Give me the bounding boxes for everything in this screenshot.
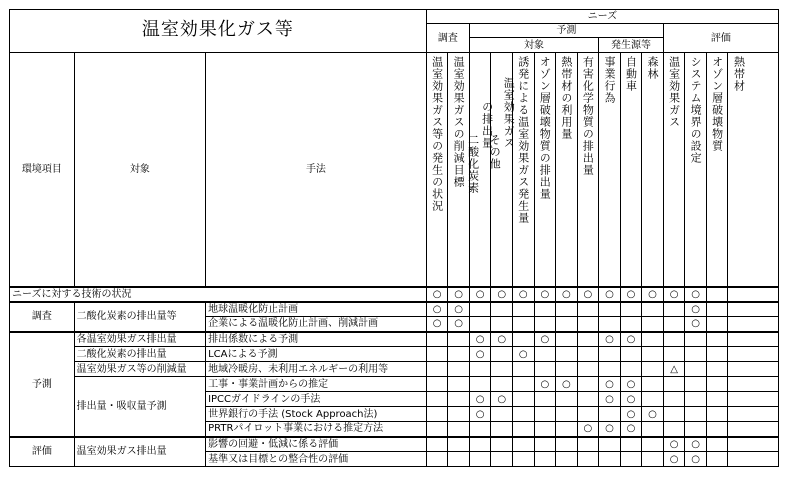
cell-mark xyxy=(469,437,491,452)
cell-mark: ○ xyxy=(448,302,470,317)
needs-mark: ○ xyxy=(469,287,491,302)
cell-mark xyxy=(426,407,448,422)
cell-mark: ○ xyxy=(685,317,707,332)
cell-mark: ○ xyxy=(469,347,491,362)
cell-mark xyxy=(706,452,728,467)
cell-mark: ○ xyxy=(448,317,470,332)
cell-mark: ○ xyxy=(685,452,707,467)
cell-mark xyxy=(448,437,470,452)
cell-mark xyxy=(426,392,448,407)
cell-mark xyxy=(491,437,513,452)
needs-mark: ○ xyxy=(663,287,685,302)
col-c3-label-b: 二酸化炭素 xyxy=(466,134,480,194)
table-row xyxy=(10,377,779,392)
cell-mark xyxy=(706,332,728,347)
cell-mark xyxy=(426,332,448,347)
col-c6 xyxy=(534,53,556,287)
cell-mark: ○ xyxy=(620,392,642,407)
cell-mark xyxy=(642,437,664,452)
cell-mark xyxy=(534,302,556,317)
table-row xyxy=(10,347,779,362)
col-c9-label: 事業行為 xyxy=(602,56,616,104)
cell-mark xyxy=(469,317,491,332)
cell-mark xyxy=(556,347,578,362)
cell-mark xyxy=(577,332,599,347)
cell-mark: ○ xyxy=(491,392,513,407)
needs-mark: ○ xyxy=(599,287,621,302)
cell-mark xyxy=(663,422,685,437)
cell-mark xyxy=(599,452,621,467)
row-method: 工事・事業計画からの推定 xyxy=(206,377,427,392)
cell-mark: ○ xyxy=(663,437,685,452)
cell-mark xyxy=(512,302,534,317)
row-target: 二酸化炭素の排出量等 xyxy=(74,302,205,332)
cell-mark xyxy=(577,407,599,422)
cell-mark xyxy=(728,377,779,392)
col-c9 xyxy=(599,53,621,287)
cell-mark xyxy=(426,422,448,437)
needs-mark: ○ xyxy=(426,287,448,302)
cell-mark: ○ xyxy=(685,302,707,317)
cell-mark xyxy=(577,362,599,377)
table-row xyxy=(10,332,779,347)
cell-mark xyxy=(556,422,578,437)
cell-mark xyxy=(706,407,728,422)
cell-mark: ○ xyxy=(577,422,599,437)
cell-mark: ○ xyxy=(556,377,578,392)
col-method: 手法 xyxy=(206,53,427,287)
cell-mark xyxy=(469,302,491,317)
cell-mark xyxy=(706,347,728,362)
row-target: 温室効果ガス等の削減量 xyxy=(74,362,205,377)
cell-mark xyxy=(642,347,664,362)
cell-mark xyxy=(663,347,685,362)
cell-mark xyxy=(534,407,556,422)
header-evaluation: 評価 xyxy=(663,24,778,53)
cell-mark xyxy=(534,347,556,362)
row-target: 温室効果ガス排出量 xyxy=(74,437,205,467)
cell-mark xyxy=(620,347,642,362)
cell-mark xyxy=(642,302,664,317)
cell-mark xyxy=(620,317,642,332)
cell-mark xyxy=(728,452,779,467)
cell-mark xyxy=(512,362,534,377)
cell-mark xyxy=(512,377,534,392)
cell-mark xyxy=(577,452,599,467)
col-c3-label-a: の排出量 xyxy=(480,101,494,149)
cell-mark: ○ xyxy=(534,332,556,347)
cell-mark: ○ xyxy=(469,392,491,407)
header-prediction: 予測 xyxy=(469,24,663,38)
cell-mark xyxy=(620,302,642,317)
cell-mark xyxy=(599,437,621,452)
col-c15 xyxy=(728,53,779,287)
cell-mark xyxy=(491,377,513,392)
cell-mark: ○ xyxy=(469,332,491,347)
cell-mark xyxy=(512,392,534,407)
col-c14-label: オゾン層破壊物質 xyxy=(710,56,724,152)
row-method: 地球温暖化防止計画 xyxy=(206,302,427,317)
col-c14 xyxy=(706,53,728,287)
cell-mark xyxy=(469,362,491,377)
cell-mark: ○ xyxy=(599,377,621,392)
cell-mark xyxy=(728,407,779,422)
col-c4-label-b: その他 xyxy=(488,134,502,170)
cell-mark xyxy=(448,392,470,407)
cell-mark xyxy=(706,422,728,437)
col-c13-label: システム境界の設定 xyxy=(689,56,703,164)
cell-mark xyxy=(599,302,621,317)
col-c7 xyxy=(556,53,578,287)
cell-mark xyxy=(685,332,707,347)
col-c5 xyxy=(512,53,534,287)
cell-mark xyxy=(642,317,664,332)
col-c13 xyxy=(685,53,707,287)
cell-mark xyxy=(491,317,513,332)
row-method: PRTRパイロット事業における推定方法 xyxy=(206,422,427,437)
cell-mark xyxy=(599,362,621,377)
header-survey: 調査 xyxy=(426,24,469,53)
col-c2-label: 温室効果ガスの削減目標 xyxy=(452,56,466,188)
cell-mark xyxy=(534,392,556,407)
cell-mark xyxy=(728,317,779,332)
cell-mark xyxy=(577,392,599,407)
cell-mark: ○ xyxy=(599,332,621,347)
cell-mark xyxy=(426,347,448,362)
cell-mark xyxy=(685,347,707,362)
cell-mark xyxy=(599,347,621,362)
col-c7-label: 熱帯材の利用量 xyxy=(559,56,573,140)
section-survey: 調査 xyxy=(10,302,75,332)
col-c8 xyxy=(577,53,599,287)
cell-mark xyxy=(685,392,707,407)
needs-mark: ○ xyxy=(577,287,599,302)
cell-mark xyxy=(426,362,448,377)
cell-mark xyxy=(620,437,642,452)
cell-mark xyxy=(534,362,556,377)
col-c1-label: 温室効果ガス等の発生の状況 xyxy=(430,56,444,212)
cell-mark xyxy=(556,302,578,317)
cell-mark xyxy=(512,407,534,422)
header-needs: ニーズ xyxy=(426,10,778,24)
cell-mark: ○ xyxy=(620,422,642,437)
cell-mark xyxy=(469,452,491,467)
cell-mark xyxy=(512,317,534,332)
cell-mark xyxy=(556,392,578,407)
cell-mark xyxy=(426,377,448,392)
cell-mark xyxy=(706,317,728,332)
table-row xyxy=(10,302,779,317)
col-c11-label: 森林 xyxy=(646,56,660,80)
cell-mark xyxy=(685,362,707,377)
cell-mark xyxy=(491,452,513,467)
cell-mark xyxy=(534,437,556,452)
cell-mark xyxy=(642,452,664,467)
row-method: LCAによる予測 xyxy=(206,347,427,362)
cell-mark xyxy=(706,362,728,377)
cell-mark xyxy=(577,302,599,317)
cell-mark xyxy=(642,392,664,407)
cell-mark: ○ xyxy=(620,407,642,422)
row-method: 影響の回避・低減に係る評価 xyxy=(206,437,427,452)
needs-mark: ○ xyxy=(685,287,707,302)
cell-mark xyxy=(469,377,491,392)
cell-mark: ○ xyxy=(469,407,491,422)
cell-mark xyxy=(426,452,448,467)
cell-mark xyxy=(448,332,470,347)
row-method: 基準又は目標との整合性の評価 xyxy=(206,452,427,467)
cell-mark: △ xyxy=(663,362,685,377)
cell-mark xyxy=(620,362,642,377)
col-c4-label-a: 温室効果ガス xyxy=(502,77,516,149)
cell-mark xyxy=(556,362,578,377)
cell-mark xyxy=(512,332,534,347)
header-source: 発生源等 xyxy=(599,38,664,53)
col-c5-label: 誘発による温室効果ガス発生量 xyxy=(516,56,530,224)
cell-mark: ○ xyxy=(426,317,448,332)
needs-mark: ○ xyxy=(491,287,513,302)
col-c11 xyxy=(642,53,664,287)
cell-mark xyxy=(491,347,513,362)
needs-mark xyxy=(728,287,779,302)
cell-mark: ○ xyxy=(599,422,621,437)
row-target: 二酸化炭素の排出量 xyxy=(74,347,205,362)
cell-mark: ○ xyxy=(663,452,685,467)
row-method: 企業による温暖化防止計画、削減計画 xyxy=(206,317,427,332)
cell-mark xyxy=(491,422,513,437)
cell-mark: ○ xyxy=(642,407,664,422)
cell-mark xyxy=(642,422,664,437)
cell-mark xyxy=(642,362,664,377)
cell-mark xyxy=(491,302,513,317)
cell-mark xyxy=(642,332,664,347)
title-text: 温室効果化ガス等 xyxy=(141,19,294,40)
cell-mark xyxy=(556,452,578,467)
needs-row-label: ニーズに対する技術の状況 xyxy=(10,287,427,302)
col-env-item: 環境項目 xyxy=(10,53,75,287)
table-row xyxy=(10,362,779,377)
cell-mark: ○ xyxy=(534,377,556,392)
header-target: 対象 xyxy=(469,38,598,53)
cell-mark xyxy=(599,407,621,422)
cell-mark xyxy=(728,362,779,377)
cell-mark xyxy=(534,422,556,437)
cell-mark xyxy=(448,452,470,467)
col-c12-label: 温室効果ガス xyxy=(667,56,681,128)
col-target: 対象 xyxy=(74,53,205,287)
cell-mark xyxy=(577,437,599,452)
cell-mark xyxy=(728,347,779,362)
cell-mark xyxy=(663,317,685,332)
tech-matrix-table xyxy=(9,9,779,467)
cell-mark xyxy=(728,392,779,407)
cell-mark xyxy=(448,347,470,362)
cell-mark xyxy=(663,377,685,392)
section-prediction: 予測 xyxy=(10,332,75,437)
cell-mark: ○ xyxy=(599,392,621,407)
needs-mark: ○ xyxy=(512,287,534,302)
needs-mark: ○ xyxy=(642,287,664,302)
col-c8-label: 有害化学物質の排出量 xyxy=(581,56,595,176)
section-evaluation: 評価 xyxy=(10,437,75,467)
cell-mark xyxy=(663,407,685,422)
cell-mark xyxy=(728,437,779,452)
cell-mark xyxy=(448,377,470,392)
row-method: 排出係数による予測 xyxy=(206,332,427,347)
col-c15-label: 熱帯材 xyxy=(732,56,746,92)
cell-mark xyxy=(706,302,728,317)
needs-mark: ○ xyxy=(620,287,642,302)
cell-mark xyxy=(512,422,534,437)
cell-mark xyxy=(577,317,599,332)
cell-mark xyxy=(663,392,685,407)
cell-mark xyxy=(706,377,728,392)
col-c4 xyxy=(488,53,516,287)
cell-mark xyxy=(556,437,578,452)
cell-mark xyxy=(512,452,534,467)
cell-mark xyxy=(556,317,578,332)
cell-mark: ○ xyxy=(620,377,642,392)
needs-mark xyxy=(706,287,728,302)
cell-mark xyxy=(448,407,470,422)
row-method: 地域冷暖房、未利用エネルギーの利用等 xyxy=(206,362,427,377)
cell-mark xyxy=(448,422,470,437)
cell-mark xyxy=(534,452,556,467)
cell-mark xyxy=(728,302,779,317)
cell-mark xyxy=(706,392,728,407)
cell-mark xyxy=(556,407,578,422)
table-title xyxy=(10,10,427,53)
cell-mark xyxy=(728,422,779,437)
row-method: 世界銀行の手法 (Stock Approach法) xyxy=(206,407,427,422)
cell-mark xyxy=(685,377,707,392)
needs-mark: ○ xyxy=(448,287,470,302)
cell-mark xyxy=(620,452,642,467)
cell-mark xyxy=(577,377,599,392)
cell-mark xyxy=(663,332,685,347)
row-method: IPCCガイドラインの手法 xyxy=(206,392,427,407)
needs-mark: ○ xyxy=(556,287,578,302)
cell-mark: ○ xyxy=(685,437,707,452)
col-c12 xyxy=(663,53,685,287)
cell-mark xyxy=(599,317,621,332)
cell-mark xyxy=(426,437,448,452)
row-target: 排出量・吸収量予測 xyxy=(74,377,205,437)
cell-mark xyxy=(728,332,779,347)
cell-mark: ○ xyxy=(491,332,513,347)
cell-mark xyxy=(469,422,491,437)
cell-mark: ○ xyxy=(512,347,534,362)
table-row xyxy=(10,437,779,452)
cell-mark xyxy=(642,377,664,392)
cell-mark xyxy=(448,362,470,377)
cell-mark xyxy=(685,407,707,422)
col-c10 xyxy=(620,53,642,287)
col-c10-label: 自動車 xyxy=(624,56,638,92)
cell-mark xyxy=(556,332,578,347)
cell-mark: ○ xyxy=(426,302,448,317)
cell-mark xyxy=(512,437,534,452)
cell-mark: ○ xyxy=(620,332,642,347)
cell-mark xyxy=(491,407,513,422)
row-target: 各温室効果ガス排出量 xyxy=(74,332,205,347)
needs-mark: ○ xyxy=(534,287,556,302)
col-c6-label: オゾン層破壊物質の排出量 xyxy=(538,56,552,200)
cell-mark xyxy=(491,362,513,377)
cell-mark xyxy=(685,422,707,437)
cell-mark xyxy=(577,347,599,362)
col-c1 xyxy=(426,53,448,287)
cell-mark xyxy=(534,317,556,332)
cell-mark xyxy=(663,302,685,317)
cell-mark xyxy=(706,437,728,452)
